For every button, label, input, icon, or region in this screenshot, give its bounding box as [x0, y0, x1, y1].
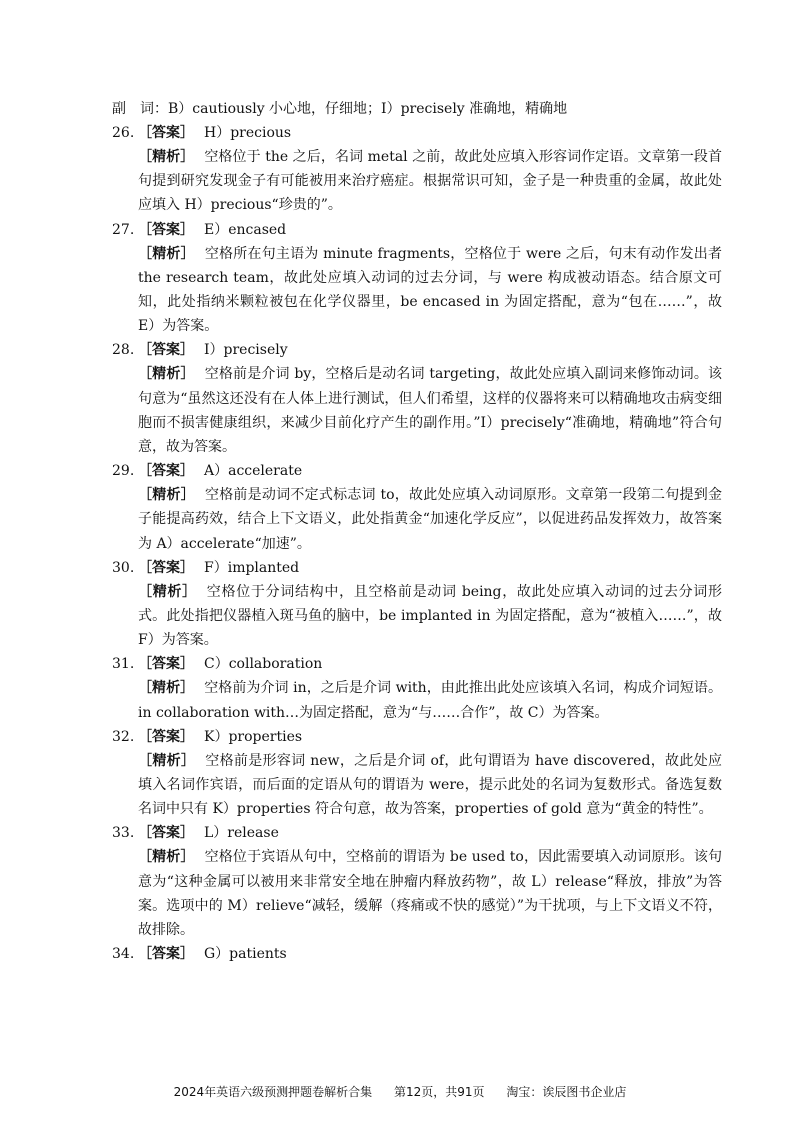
answer-label: ［答案］ [138, 656, 194, 673]
answer-line [112, 459, 722, 483]
analysis-text: 空格所在句主语为 minute fragments，空格位于 were 之后，句末有动作发出者 the research team，故此处应填入动词的过去分词，与 were 构成被动语态。结合原文可知，此处指纳米颗粒被包在化学仪器里，be encased in 为固定搭配，意为“包在……”，故 E）为答案。 [138, 245, 722, 335]
answer-line [112, 725, 722, 749]
question-number: 34. [112, 946, 135, 963]
answer-label: ［答案］ [138, 125, 194, 141]
analysis-paragraph [138, 362, 722, 459]
answer-label: ［答案］ [138, 946, 194, 963]
answer-entry [112, 942, 722, 966]
analysis-label: ［精析］ [138, 149, 195, 165]
question-number: 32. [112, 728, 135, 745]
analysis-paragraph [138, 242, 722, 339]
analysis-paragraph [138, 145, 722, 218]
answer-entry [112, 218, 722, 339]
analysis-text: 空格前为介词 in，之后是介词 with，由此推出此处应该填入名词，构成介词短语。in collaboration with…为固定搭配，意为“与……合作”，故 C）为答案。 [138, 680, 722, 721]
answer-line [112, 652, 722, 676]
answer-line [112, 218, 722, 242]
analysis-text: 空格前是介词 by，空格后是动名词 targeting，故此处应填入副词来修饰动词。该句意为“虽然这还没有在人体上进行测试，但人们希望，这样的仪器将来可以精确地攻击病变细胞而不损害健康组织，来减少目前化疗产生的副作用。”I）precisely“准确地，精确地”符合句意，故为答案。 [138, 366, 723, 456]
analysis-paragraph [138, 845, 722, 942]
analysis-text: 空格位于宾语从句中，空格前的谓语为 be used to，因此需要填入动词原形。该句意为“这种金属可以被用来非常安全地在肿瘤内释放药物”，故 L）release“释放，排放”为答案。选项中的 M）relieve“减轻，缓解（疼痛或不快的感觉）”为干扰项，与上下文语义不符，故排除。 [138, 849, 722, 939]
answer-entry [112, 556, 722, 653]
answer-value: C）collaboration [204, 656, 323, 673]
page-footer [0, 1084, 800, 1100]
footer-title: 2024年英语六级预测押题卷解析合集 [173, 1085, 373, 1099]
analysis-text: 空格位于 the 之后，名词 metal 之前，故此处应填入形容词作定语。文章第一段首句提到研究发现金子有可能被用来治疗癌症。根据常识可知，金子是一种贵重的金属，故此处应填入 H）precious“珍贵的”。 [138, 149, 722, 214]
footer-page-number: 第12页，共91页 [393, 1085, 485, 1099]
question-number: 28. [112, 342, 135, 359]
analysis-label: ［精析］ [138, 366, 195, 383]
answer-value: I）precisely [204, 342, 288, 359]
answer-entry [112, 121, 722, 218]
answer-value: L）release [204, 825, 279, 842]
analysis-paragraph [138, 676, 722, 724]
analysis-text: 空格前是形容词 new，之后是介词 of，此句谓语为 have discovered，故此处应填入名词作宾语，而后面的定语从句的谓语为 were，提示此处的名词为复数形式。备选复数名词中只有 K）properties 符合句意，故为答案，properties of gold 意为“黄金的特性”。 [138, 752, 723, 818]
question-number: 29. [112, 463, 135, 480]
answer-label: ［答案］ [138, 221, 194, 238]
answer-value: E）encased [204, 221, 287, 238]
analysis-paragraph [138, 749, 722, 822]
answer-line [112, 338, 722, 362]
answer-line [112, 121, 722, 145]
answer-value: A）accelerate [204, 463, 303, 480]
answer-list [112, 121, 722, 966]
analysis-paragraph [138, 483, 722, 556]
answer-entry [112, 821, 722, 942]
answer-entry [112, 725, 722, 822]
answer-entry [112, 338, 722, 459]
question-number: 26. [112, 125, 135, 141]
analysis-label: ［精析］ [138, 680, 195, 697]
answer-line [112, 556, 722, 580]
footer-shop: 淘宝：诶辰图书企业店 [506, 1085, 627, 1099]
answer-label: ［答案］ [138, 342, 194, 359]
answer-value: K）properties [204, 728, 303, 745]
analysis-text: 空格前是动词不定式标志词 to，故此处应填入动词原形。文章第一段第二句提到金子能提高药效，结合上下文语义，此处指黄金“加速化学反应”，以促进药品发挥效力，故答案为 A）accelerate“加速”。 [138, 487, 722, 552]
question-number: 31. [112, 656, 135, 673]
answer-label: ［答案］ [138, 728, 194, 745]
analysis-paragraph [138, 580, 722, 653]
question-number: 27. [112, 221, 135, 238]
answer-label: ［答案］ [138, 559, 194, 576]
analysis-text: 空格位于分词结构中，且空格前是动词 being，故此处应填入动词的过去分词形式。此处指把仪器植入斑马鱼的脑中，be implanted in 为固定搭配，意为“被植入……”，故 F）为答案。 [138, 583, 722, 649]
vocabulary-line: 副 词：B）cautiously 小心地，仔细地；I）precisely 准确地，精确地 [112, 101, 568, 117]
answer-line [112, 942, 722, 966]
answer-value: G）patients [204, 946, 287, 963]
answer-line [112, 821, 722, 845]
answer-entry [112, 459, 722, 556]
analysis-label: ［精析］ [138, 245, 195, 262]
analysis-label: ［精析］ [138, 583, 197, 600]
answer-label: ［答案］ [138, 825, 194, 842]
answer-value: H）precious [204, 125, 292, 141]
answer-value: F）implanted [204, 559, 300, 576]
analysis-label: ［精析］ [138, 752, 196, 769]
answer-label: ［答案］ [138, 463, 194, 480]
answer-entry [112, 652, 722, 724]
question-number: 30. [112, 559, 135, 576]
question-number: 33. [112, 825, 135, 842]
analysis-label: ［精析］ [138, 487, 195, 504]
analysis-label: ［精析］ [138, 849, 195, 866]
